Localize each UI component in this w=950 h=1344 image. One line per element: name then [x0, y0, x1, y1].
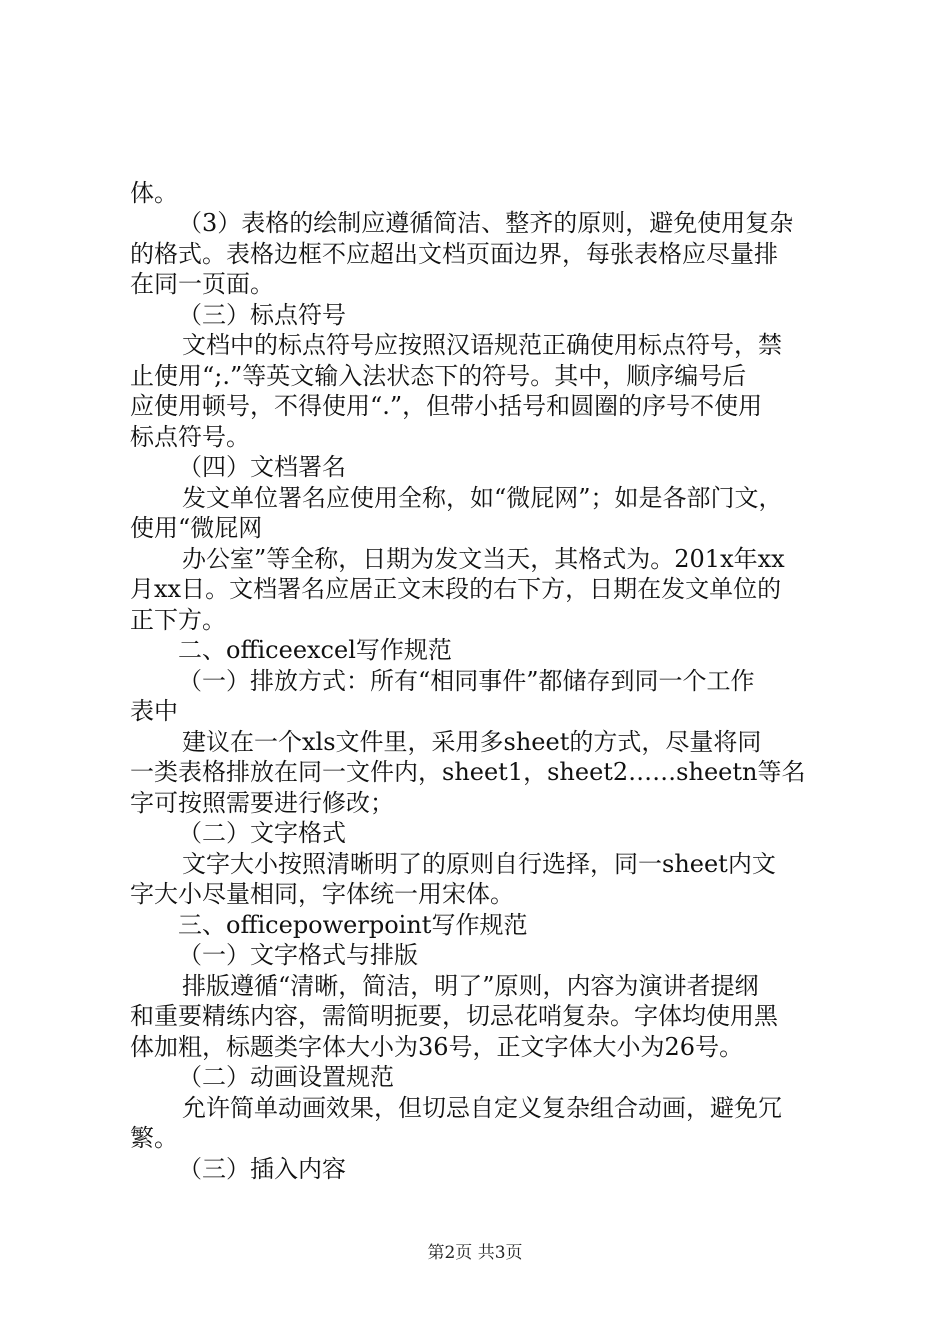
- text-line: 允许简单动画效果，但切忌自定义复杂组合动画，避免冗: [182, 1094, 782, 1122]
- section-heading: （二）动画设置规范: [178, 1063, 394, 1091]
- text-line: 的格式。表格边框不应超出文档页面边界，每张表格应尽量排: [130, 240, 778, 268]
- text-line: 文字大小按照清晰明了的原则自行选择，同一sheet内文: [182, 850, 776, 878]
- text-line: 建议在一个xls文件里，采用多sheet的方式，尽量将同: [182, 728, 762, 756]
- section-heading: （二）文字格式: [178, 819, 346, 847]
- section-heading: （一）文字格式与排版: [178, 941, 418, 969]
- text-line: 文档中的标点符号应按照汉语规范正确使用标点符号，禁: [182, 331, 782, 359]
- text-line: 体。: [130, 179, 178, 207]
- text-line: 标点符号。: [130, 423, 250, 451]
- section-heading: （三）插入内容: [178, 1155, 346, 1183]
- text-line: 在同一页面。: [130, 270, 274, 298]
- section-heading: （四）文档署名: [178, 453, 346, 481]
- section-heading: （三）标点符号: [178, 301, 346, 329]
- section-heading: 三、officepowerpoint写作规范: [178, 911, 528, 939]
- text-line: 办公室”等全称，日期为发文当天，其格式为。201x年xx: [182, 545, 785, 573]
- text-line: 一类表格排放在同一文件内，sheet1，sheet2……sheetn等名: [130, 758, 806, 786]
- text-line: 繁。: [130, 1124, 178, 1152]
- text-line: （3）表格的绘制应遵循简洁、整齐的原则，避免使用复杂: [178, 209, 794, 237]
- text-line: 字大小尽量相同，字体统一用宋体。: [130, 880, 514, 908]
- text-line: 字可按照需要进行修改；: [130, 789, 394, 817]
- section-heading: （一）排放方式：所有“相同事件”都储存到同一个工作: [178, 667, 755, 695]
- text-line: 发文单位署名应使用全称，如“微屁网”；如是各部门文，: [182, 484, 783, 512]
- text-line: 止使用“;.”等英文输入法状态下的符号。其中，顺序编号后: [130, 362, 747, 390]
- page-number-footer: 第2页 共3页: [427, 1243, 523, 1263]
- text-line: 月xx日。文档署名应居正文末段的右下方，日期在发文单位的: [130, 575, 782, 603]
- text-line: 应使用顿号，不得使用“.”，但带小括号和圆圈的序号不使用: [130, 392, 763, 420]
- text-line: 和重要精练内容，需简明扼要，切忌花哨复杂。字体均使用黑: [130, 1002, 778, 1030]
- text-line: 体加粗，标题类字体大小为36号，正文字体大小为26号。: [130, 1033, 744, 1061]
- text-line: 正下方。: [130, 606, 226, 634]
- text-line: 表中: [130, 697, 178, 725]
- section-heading: 二、officeexcel写作规范: [178, 636, 452, 664]
- text-line: 使用“微屁网: [130, 514, 263, 542]
- text-line: 排版遵循“清晰，简洁，明了”原则，内容为演讲者提纲: [182, 972, 759, 1000]
